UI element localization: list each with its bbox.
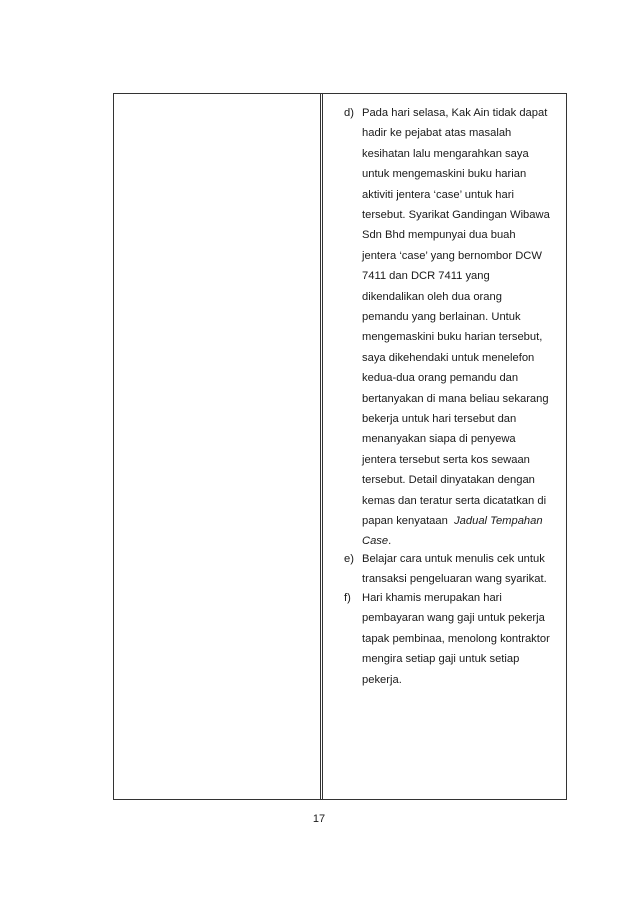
line-text: papan kenyataan bbox=[362, 515, 455, 527]
list-item-line: Pada hari selasa, Kak Ain tidak dapat bbox=[362, 107, 548, 119]
list-item-line: pembayaran wang gaji untuk pekerja bbox=[362, 612, 545, 625]
list-item-line: menanyakan siapa di penyewa bbox=[362, 433, 516, 446]
list-item-line: kemas dan teratur serta dicatatkan di bbox=[362, 494, 547, 507]
list-item-line: tersebut. Syarikat Gandingan Wibawa bbox=[362, 209, 550, 221]
list-item-line: hadir ke pejabat atas masalah bbox=[362, 127, 512, 140]
list-item-line: jentera ‘case’ yang bernombor DCW bbox=[362, 249, 542, 262]
list-marker: e) bbox=[344, 553, 354, 565]
list-item-line: bekerja untuk hari tersebut dan bbox=[362, 413, 517, 425]
italic-title: Jadual Tempahan bbox=[454, 515, 543, 527]
table-frame bbox=[113, 93, 567, 800]
list-item-line: mengira setiap gaji untuk setiap bbox=[362, 653, 520, 666]
list-item-line: untuk mengemaskini buku harian bbox=[362, 168, 527, 181]
list-item-line: pemandu yang berlainan. Untuk bbox=[362, 311, 521, 323]
list-marker: d) bbox=[344, 107, 354, 119]
list-item-line: kesihatan lalu mengarahkan saya bbox=[362, 147, 529, 160]
list-item-line: tapak pembinaa, menolong kontraktor bbox=[362, 632, 550, 645]
list-item-line: Belajar cara untuk menulis cek untuk bbox=[362, 553, 545, 565]
column-divider bbox=[320, 94, 321, 799]
list-marker: f) bbox=[344, 592, 351, 604]
list-item-line: dikendalikan oleh dua orang bbox=[362, 290, 502, 303]
list-item-line: jentera tersebut serta kos sewaan bbox=[362, 453, 530, 466]
page-number: 17 bbox=[312, 813, 326, 825]
list-item-line: tersebut. Detail dinyatakan dengan bbox=[362, 474, 535, 487]
list-item-line: transaksi pengeluaran wang syarikat. bbox=[362, 573, 547, 586]
list-item-line: mengemaskini buku harian tersebut, bbox=[362, 331, 543, 344]
list-item-line: aktiviti jentera ‘case’ untuk hari bbox=[362, 188, 514, 201]
list-item-line: bertanyakan di mana beliau sekarang bbox=[362, 392, 549, 405]
list-item-line: Hari khamis merupakan hari bbox=[362, 592, 502, 604]
list-item-line: pekerja. bbox=[362, 673, 402, 686]
list-item-line: saya dikehendaki untuk menelefon bbox=[362, 351, 535, 364]
list-item-line: Sdn Bhd mempunyai dua buah bbox=[362, 229, 516, 242]
list-item-line-mixed bbox=[362, 532, 391, 551]
list-item-line: kedua-dua orang pemandu dan bbox=[362, 372, 519, 385]
line-text: . bbox=[388, 535, 392, 548]
list-item-line-mixed bbox=[362, 512, 543, 531]
list-item-line: 7411 dan DCR 7411 yang bbox=[362, 270, 490, 283]
italic-title: Case bbox=[362, 535, 389, 548]
